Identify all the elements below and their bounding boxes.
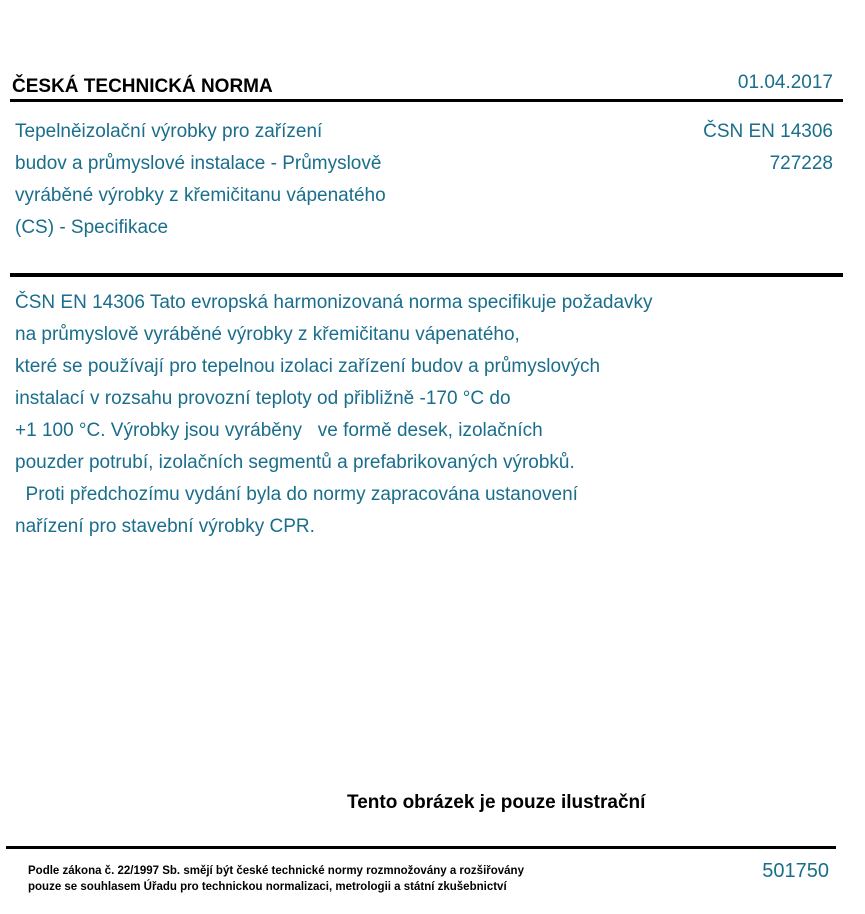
abstract-line: ČSN EN 14306 Tato evropská harmonizovaná norma specifikuje požadavky (15, 292, 653, 313)
standard-code: ČSN EN 14306 (703, 121, 833, 142)
abstract-line: které se používají pro tepelnou izolaci zařízení budov a průmyslových (15, 356, 601, 377)
standard-title (15, 116, 475, 244)
standard-title-line: vyráběné výrobky z křemičitanu vápenatého (15, 185, 386, 206)
standard-title-line: Tepelněizolační výrobky pro zařízení (15, 121, 323, 142)
publication-date: 01.04.2017 (737, 72, 833, 93)
header-divider (10, 99, 843, 102)
section-divider (10, 273, 843, 277)
abstract-line: pouzder potrubí, izolačních segmentů a prefabrikovaných výrobků. (15, 452, 575, 473)
legal-notice-line: Podle zákona č. 22/1997 Sb. smějí být české technické normy rozmnožovány a rozšiřovány (28, 865, 524, 877)
abstract-line: +1 100 °C. Výrobky jsou vyráběny ve formě desek, izolačních (15, 420, 543, 441)
footer-divider (6, 846, 836, 849)
abstract-line: na průmyslově vyráběné výrobky z křemičitanu vápenatého, (15, 324, 520, 345)
document-number: 501750 (762, 860, 829, 882)
abstract-line: Proti předchozímu vydání byla do normy zapracována ustanovení (15, 484, 578, 505)
standard-title-line: budov a průmyslové instalace - Průmyslově (15, 153, 382, 174)
legal-notice (28, 863, 524, 895)
abstract-line: nařízení pro stavební výrobky CPR. (15, 516, 315, 537)
classification-number: 727228 (769, 153, 833, 174)
standard-title-line: (CS) - Specifikace (15, 217, 169, 238)
illustrative-note: Tento obrázek je pouze ilustrační (347, 792, 646, 813)
legal-notice-line: pouze se souhlasem Úřadu pro technickou normalizaci, metrologii a státní zkušebnictví (28, 881, 507, 893)
document-type-heading: ČESKÁ TECHNICKÁ NORMA (12, 76, 273, 97)
abstract-text (15, 287, 815, 543)
abstract-line: instalací v rozsahu provozní teploty od přibližně -170 °C do (15, 388, 511, 409)
